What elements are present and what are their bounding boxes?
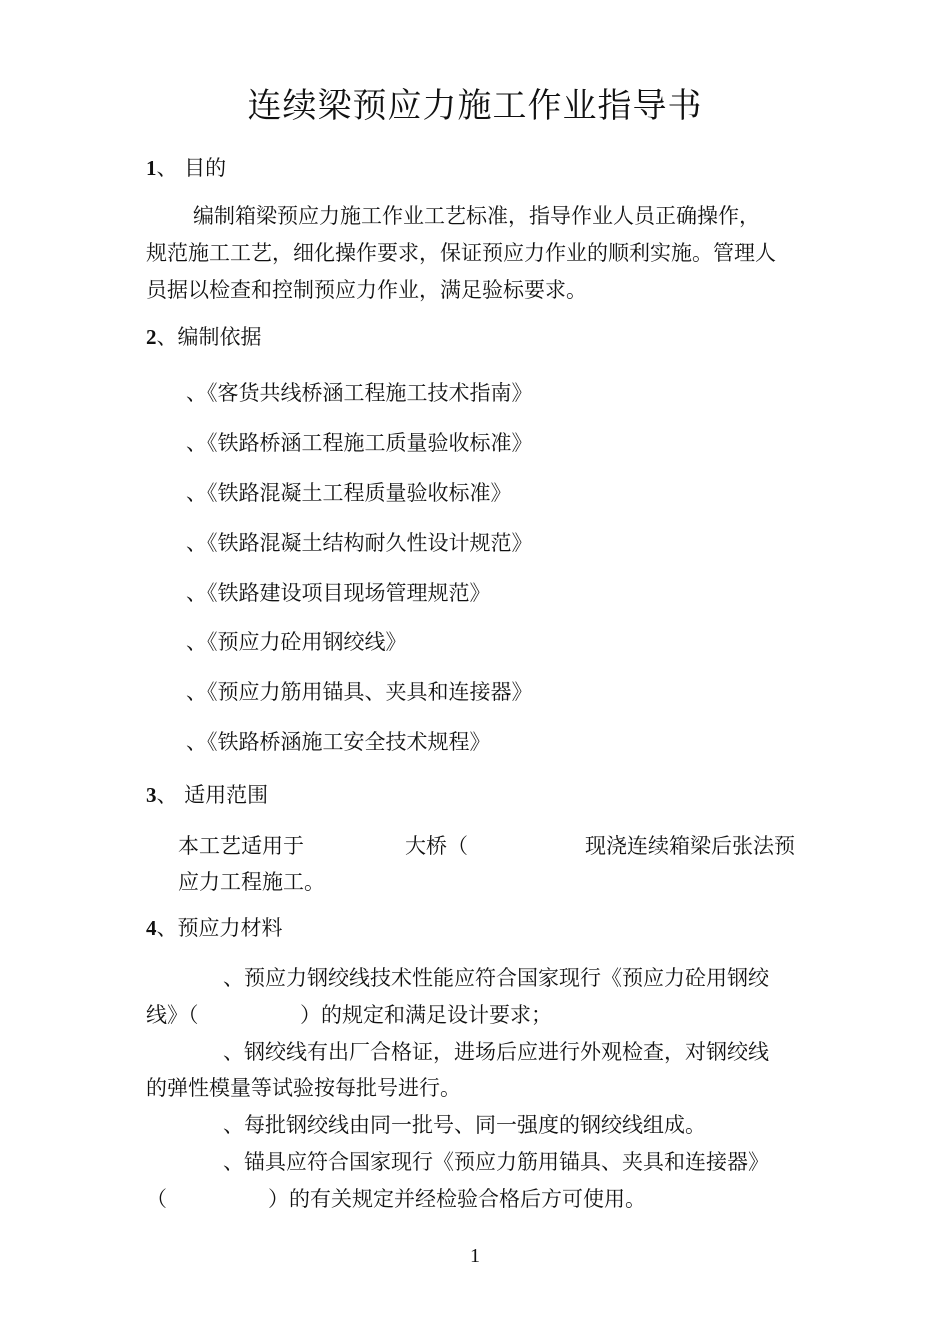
section-1-number: 1 xyxy=(146,156,157,180)
material-item-line: 线》（ xyxy=(146,1003,199,1027)
scope-text: 应力工程施工。 xyxy=(178,870,325,894)
material-item-line: ）的有关规定并经检验合格后方可使用。 xyxy=(268,1187,646,1211)
page-title: 连续梁预应力施工作业指导书 xyxy=(247,86,703,126)
section-1-para-line: 规范施工工艺，细化操作要求，保证预应力作业的顺利实施。管理人 xyxy=(146,241,776,265)
reference-item: 、《铁路混凝土结构耐久性设计规范》 xyxy=(186,531,533,555)
reference-item: 、《客货共线桥涵工程施工技术指南》 xyxy=(186,381,533,405)
material-item-line: 、锚具应符合国家现行《预应力筋用锚具、夹具和连接器》 xyxy=(223,1150,769,1174)
section-1-para-line: 编制箱梁预应力施工作业工艺标准，指导作业人员正确操作， xyxy=(193,204,760,228)
section-2-number: 2 xyxy=(146,325,157,349)
section-2-heading xyxy=(146,321,262,351)
material-item-line: ）的规定和满足设计要求； xyxy=(300,1003,552,1027)
material-item-line: 、预应力钢绞线技术性能应符合国家现行《预应力砼用钢绞 xyxy=(223,966,769,990)
page-number: 1 xyxy=(470,1245,480,1267)
section-4-heading xyxy=(146,912,283,942)
section-4-number: 4 xyxy=(146,916,157,940)
material-item-line: 、钢绞线有出厂合格证，进场后应进行外观检查，对钢绞线 xyxy=(223,1040,769,1064)
reference-item: 、《预应力筋用锚具、夹具和连接器》 xyxy=(186,680,533,704)
reference-item: 、《铁路混凝土工程质量验收标准》 xyxy=(186,481,512,505)
scope-text: 本工艺适用于 xyxy=(178,834,304,858)
section-2-title: 、编制依据 xyxy=(156,325,262,349)
scope-text: 现浇连续箱梁后张法预 xyxy=(585,834,795,858)
section-1-title: 、 目的 xyxy=(156,156,227,180)
section-3-heading xyxy=(146,779,268,809)
section-3-number: 3 xyxy=(146,783,157,807)
section-4-title: 、预应力材料 xyxy=(156,916,283,940)
material-item-line: （ xyxy=(146,1187,167,1211)
material-item-line: 的弹性模量等试验按每批号进行。 xyxy=(146,1076,461,1100)
material-item-line: 、每批钢绞线由同一批号、同一强度的钢绞线组成。 xyxy=(223,1113,706,1137)
reference-item: 、《铁路建设项目现场管理规范》 xyxy=(186,581,491,605)
section-3-title: 、 适用范围 xyxy=(156,783,269,807)
reference-item: 、《铁路桥涵施工安全技术规程》 xyxy=(186,730,491,754)
reference-item: 、《铁路桥涵工程施工质量验收标准》 xyxy=(186,431,533,455)
reference-item: 、《预应力砼用钢绞线》 xyxy=(186,630,407,654)
section-1-para-line: 员据以检查和控制预应力作业，满足验标要求。 xyxy=(146,278,587,302)
scope-text: 大桥（ xyxy=(405,834,468,858)
section-1-heading xyxy=(146,152,226,182)
